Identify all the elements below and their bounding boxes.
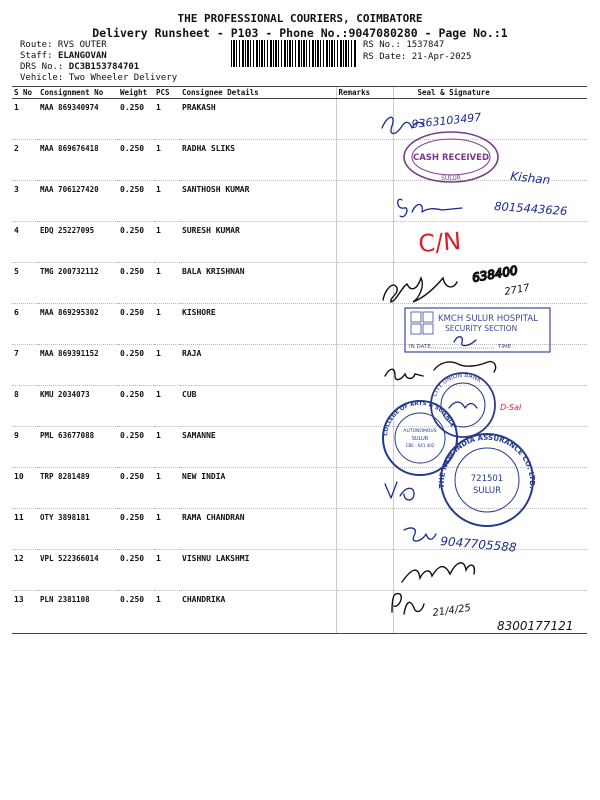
col-consignment: Consignment No (38, 87, 118, 99)
cell-sno: 2 (12, 140, 38, 181)
drs-number: DC3B153784701 (68, 62, 140, 72)
signature-row-12 (404, 528, 517, 555)
svg-text:C/N: C/N (417, 227, 463, 258)
cell-sno: 4 (12, 222, 38, 263)
col-remarks: Remarks (336, 87, 393, 99)
cell-consignment: MAA 869676418 (38, 140, 118, 181)
company-title: THE PROFESSIONAL COURIERS, COIMBATORE (177, 12, 423, 25)
cell-consignment: KMU 2034073 (38, 386, 118, 427)
signature-row-1 (382, 111, 482, 134)
cell-weight: 0.250 (118, 181, 154, 222)
hospital-stamp-line2: SECURITY SECTION (445, 324, 518, 333)
cell-weight: 0.250 (118, 386, 154, 427)
hospital-stamp-date: IN DATE : (409, 344, 435, 350)
cash-stamp-place: SULUR (441, 175, 461, 182)
insurance-seal (438, 434, 536, 526)
cell-pcs: 1 (154, 222, 180, 263)
col-sno: S No (12, 87, 38, 99)
cell-consignee: CUB (180, 386, 336, 427)
cell-sno: 5 (12, 263, 38, 304)
college-seal-line3: CBE - 641 402 (405, 443, 435, 448)
rs-date: RS Date: 21-Apr-2025 (363, 52, 472, 62)
signature-row-5 (383, 263, 531, 302)
cell-consignee: CHANDRIKA (180, 591, 336, 634)
cell-consignee: SURESH KUMAR (180, 222, 336, 263)
bank-seal-text: CITY UNION BANK (431, 371, 483, 398)
cell-consignment: PLN 2381108 (38, 591, 118, 634)
cell-pcs: 1 (154, 427, 180, 468)
cell-consignee: RADHA SLIKS (180, 140, 336, 181)
cell-pcs: 1 (154, 509, 180, 550)
college-seal-line1: AUTONOMOUS (403, 429, 437, 434)
cell-pcs: 1 (154, 591, 180, 634)
cell-consignment: MAA 706127420 (38, 181, 118, 222)
cell-consignee: SANTHOSH KUMAR (180, 181, 336, 222)
bank-seal (431, 372, 522, 437)
cell-consignee: PRAKASH (180, 99, 336, 140)
cell-consignee: VISHNU LAKSHMI (180, 550, 336, 591)
cell-consignment: MAA 869340974 (38, 99, 118, 140)
cell-sno: 8 (12, 386, 38, 427)
cell-weight: 0.250 (118, 550, 154, 591)
cell-pcs: 1 (154, 550, 180, 591)
cell-sno: 13 (12, 591, 38, 634)
cell-pcs: 1 (154, 386, 180, 427)
cell-pcs: 1 (154, 263, 180, 304)
cell-consignee: RAJA (180, 345, 336, 386)
col-pcs: PCS (154, 87, 180, 99)
cell-weight: 0.250 (118, 222, 154, 263)
r12-phone: 9047705588 (439, 534, 518, 555)
cell-weight: 0.250 (118, 140, 154, 181)
cell-pcs: 1 (154, 304, 180, 345)
hospital-stamp-line1: KMCH SULUR HOSPITAL (438, 314, 538, 324)
col-weight: Weight (118, 87, 154, 99)
cell-weight: 0.250 (118, 591, 154, 634)
r5-number-1: 638400 (471, 263, 519, 285)
drs-prefix: DRS No.: (20, 62, 69, 72)
staff-prefix: Staff: (20, 51, 58, 61)
cell-weight: 0.250 (118, 99, 154, 140)
college-seal-ring: COLLEGE OF ARTS & SCIENCE (383, 400, 456, 437)
cell-consignment: MAA 869391152 (38, 345, 118, 386)
cell-sno: 3 (12, 181, 38, 222)
rs-number: RS No.: 1537847 (363, 40, 445, 50)
cell-consignment: TRP 8281489 (38, 468, 118, 509)
cell-sno: 10 (12, 468, 38, 509)
cell-consignee: RAMA CHANDRAN (180, 509, 336, 550)
cell-consignment: EDQ 25227095 (38, 222, 118, 263)
cell-sno: 1 (12, 99, 38, 140)
r13-date: 21/4/25 (431, 602, 472, 619)
cell-weight: 0.250 (118, 304, 154, 345)
cell-consignment: VPL 522366014 (38, 550, 118, 591)
runsheet-subtitle: Delivery Runsheet - P103 - Phone No.:9047080280 - Page No.:1 (92, 26, 508, 40)
cell-sno: 12 (12, 550, 38, 591)
cell-consignment: TMG 200732112 (38, 263, 118, 304)
cell-consignee: BALA KRISHNAN (180, 263, 336, 304)
cell-consignment: MAA 869295302 (38, 304, 118, 345)
r5-number-2: 2717 (503, 282, 531, 298)
cell-consignee: SAMANNE (180, 427, 336, 468)
cell-sno: 7 (12, 345, 38, 386)
r3-phone: 8015443626 (493, 199, 568, 219)
hospital-stamp-time: TIME : (498, 344, 515, 350)
cell-sno: 6 (12, 304, 38, 345)
cell-consignment: PML 63677088 (38, 427, 118, 468)
r1-phone: 9363103497 (410, 110, 482, 131)
cell-consignment: OTY 3898181 (38, 509, 118, 550)
cell-weight: 0.250 (118, 263, 154, 304)
college-seal (383, 401, 457, 475)
cell-pcs: 1 (154, 345, 180, 386)
r8-mark: D-Sal (500, 403, 522, 412)
route-label: Route: RVS OUTER (20, 40, 107, 50)
cell-weight: 0.250 (118, 509, 154, 550)
signature-row-10 (385, 482, 414, 500)
college-seal-line2: SULUR (411, 436, 429, 442)
cell-sno: 9 (12, 427, 38, 468)
cash-received-stamp (404, 132, 498, 182)
cell-consignee: NEW INDIA (180, 468, 336, 509)
cell-pcs: 1 (154, 181, 180, 222)
insurance-seal-ring: THE NEW INDIA ASSURANCE CO. LTD. (437, 433, 537, 490)
cell-weight: 0.250 (118, 345, 154, 386)
hospital-security-stamp (405, 308, 550, 352)
cell-pcs: 1 (154, 99, 180, 140)
r3-name: Kishan (509, 169, 551, 188)
cell-consignee: KISHORE (180, 304, 336, 345)
insurance-seal-place: SULUR (472, 486, 502, 496)
vehicle-label: Vehicle: Two Wheeler Delivery (20, 73, 178, 83)
r13-phone: 8300177121 (497, 619, 574, 633)
col-consignee: Consignee Details (180, 87, 336, 99)
cell-weight: 0.250 (118, 468, 154, 509)
cash-stamp-text: CASH RECEIVED (412, 153, 490, 163)
cell-weight: 0.250 (118, 427, 154, 468)
col-signature: Seal & Signature (393, 87, 587, 99)
cn-mark (417, 227, 462, 258)
cell-pcs: 1 (154, 468, 180, 509)
staff-name: ELANGOVAN (57, 51, 107, 61)
insurance-seal-code: 721501 (470, 474, 504, 484)
cell-sno: 11 (12, 509, 38, 550)
signature-row-13 (392, 563, 573, 633)
cell-pcs: 1 (154, 140, 180, 181)
